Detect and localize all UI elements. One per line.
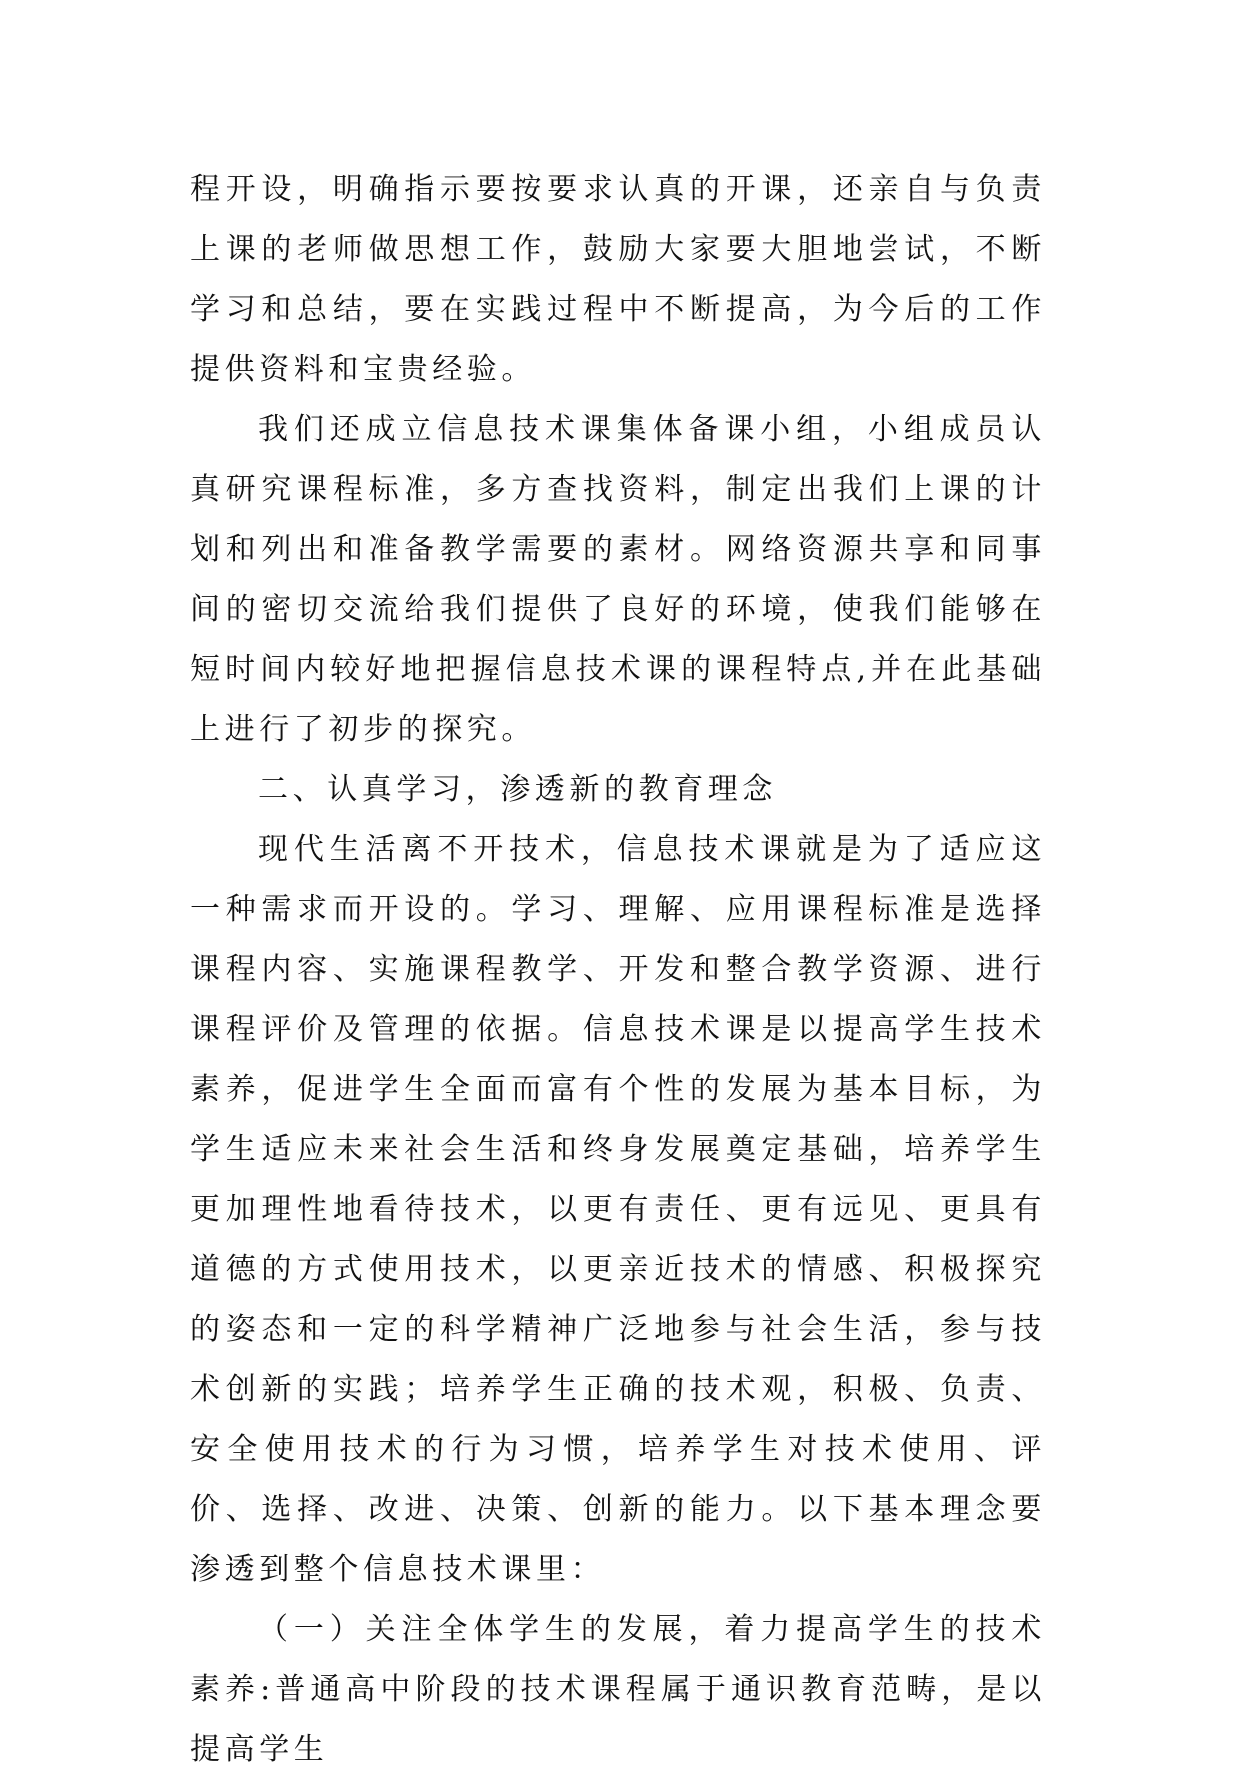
paragraph-3: 现代生活离不开技术，信息技术课就是为了适应这一种需求而开设的。学习、理解、应用课程标准是选择课程内容、实施课程教学、开发和整合教学资源、进行课程评价及管理的依据。信息技术课是以提高学生技术素养，促进学生全面而富有个性的发展为基本目标，为学生适应未来社会生活和终身发展奠定基础，培养学生更加理性地看待技术，以更有责任、更有远见、更具有道德的方式使用技术，以更亲近技术的情感、积极探究的姿态和一定的科学精神广泛地参与社会生活，参与技术创新的实践；培养学生正确的技术观，积极、负责、安全使用技术的行为习惯，培养学生对技术使用、评价、选择、改进、决策、创新的能力。以下基本理念要渗透到整个信息技术课里： [190,832,1046,1587]
section-heading: 二、认真学习，渗透新的教育理念 [258,772,777,807]
document-page [190,160,1046,1780]
paragraph-1: 程开设，明确指示要按要求认真的开课，还亲自与负责上课的老师做思想工作，鼓励大家要大胆地尝试，不断学习和总结，要在实践过程中不断提高，为今后的工作提供资料和宝贵经验。 [190,172,1046,387]
paragraph-4: （一）关注全体学生的发展，着力提高学生的技术素养:普通高中阶段的技术课程属于通识教育范畴，是以提高学生 [190,1612,1046,1767]
paragraph-2: 我们还成立信息技术课集体备课小组，小组成员认真研究课程标准，多方查找资料，制定出我们上课的计划和列出和准备教学需要的素材。网络资源共享和同事间的密切交流给我们提供了良好的环境，使我们能够在短时间内较好地把握信息技术课的课程特点,并在此基础上进行了初步的探究。 [190,412,1046,747]
